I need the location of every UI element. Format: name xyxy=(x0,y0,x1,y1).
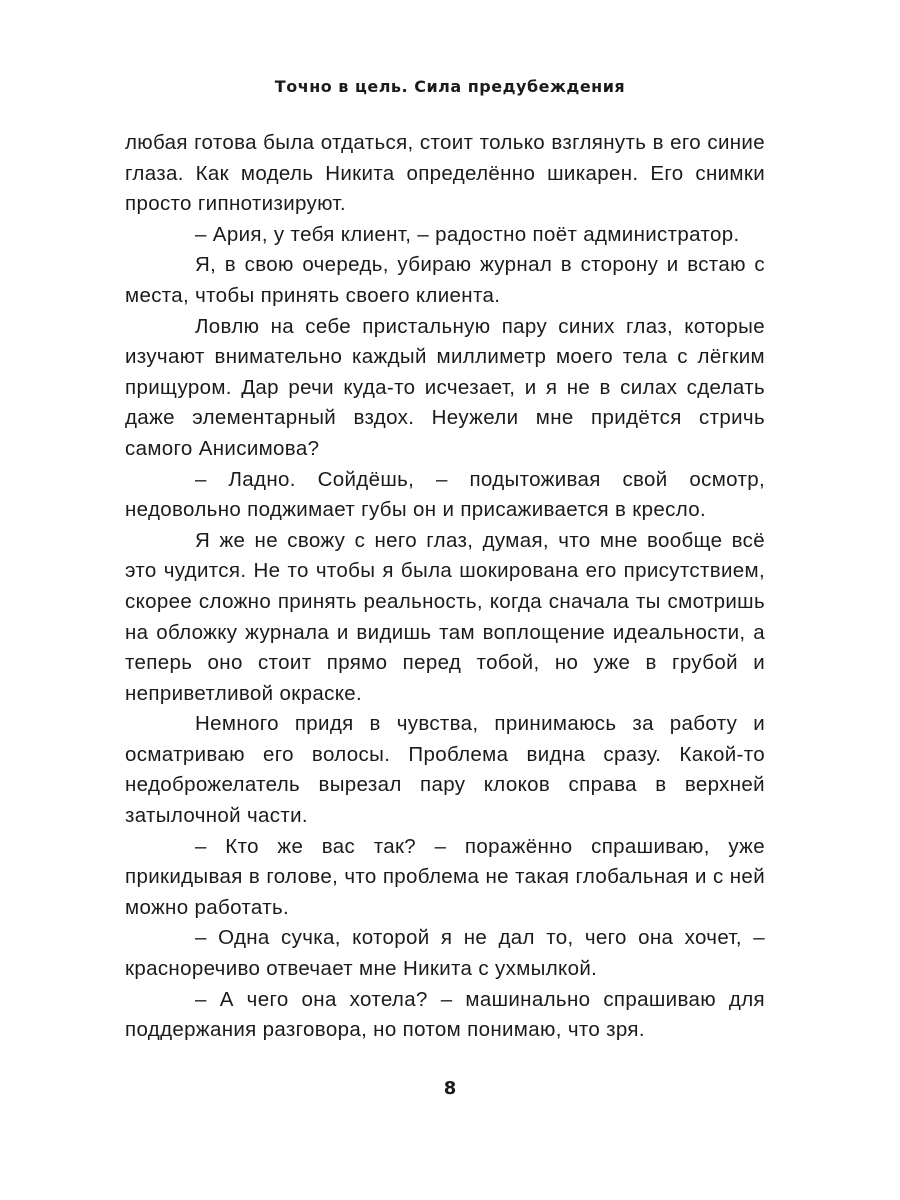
paragraph: – Кто же вас так? – поражённо спрашиваю, уже прикидывая в голове, что проблема не такая глобальная и с ней можно работать. xyxy=(125,834,765,919)
paragraph: любая готова была отдаться, стоит только взглянуть в его синие глаза. Как модель Никита определённо шикарен. Его снимки просто гипнотизируют. xyxy=(125,131,765,216)
page-number: 8 xyxy=(443,1078,457,1099)
paragraph: – Ария, у тебя клиент, – радостно поёт администратор. xyxy=(195,222,740,246)
paragraph: Я же не свожу с него глаз, думая, что мне вообще всё это чудится. Не то чтобы я была шокирована его присутствием, скорее сложно принять реальность, когда сначала ты смотришь на обложку журнала и видишь там воплощение идеальности, а теперь оно стоит прямо перед тобой, но уже в грубой и неприветливой окраске. xyxy=(125,528,765,705)
paragraph: – Одна сучка, которой я не дал то, чего она хочет, – красноречиво отвечает мне Никита с ухмылкой. xyxy=(125,926,765,981)
paragraph: – А чего она хотела? – машинально спрашиваю для поддержания разговора, но потом понимаю, что зря. xyxy=(125,987,765,1042)
paragraph: Немного придя в чувства, принимаюсь за работу и осматриваю его волосы. Проблема видна сразу. Какой-то недоброжелатель вырезал пару клоков справа в верхней затылочной части. xyxy=(125,712,765,828)
body-text xyxy=(125,128,765,1046)
paragraph: – Ладно. Сойдёшь, – подытоживая свой осмотр, недовольно поджимает губы он и присаживается в кресло. xyxy=(125,467,765,522)
paragraph: Я, в свою очередь, убираю журнал в сторону и встаю с места, чтобы принять своего клиента. xyxy=(125,253,765,307)
running-header: Точно в цель. Сила предубеждения xyxy=(274,77,626,96)
paragraph: Ловлю на себе пристальную пару синих глаз, которые изучают внимательно каждый миллиметр моего тела с лёгким прищуром. Дар речи куда-то исчезает, и я не в силах сделать даже элементарный вздох. Неужели мне придётся стричь самого Анисимова? xyxy=(125,314,765,460)
